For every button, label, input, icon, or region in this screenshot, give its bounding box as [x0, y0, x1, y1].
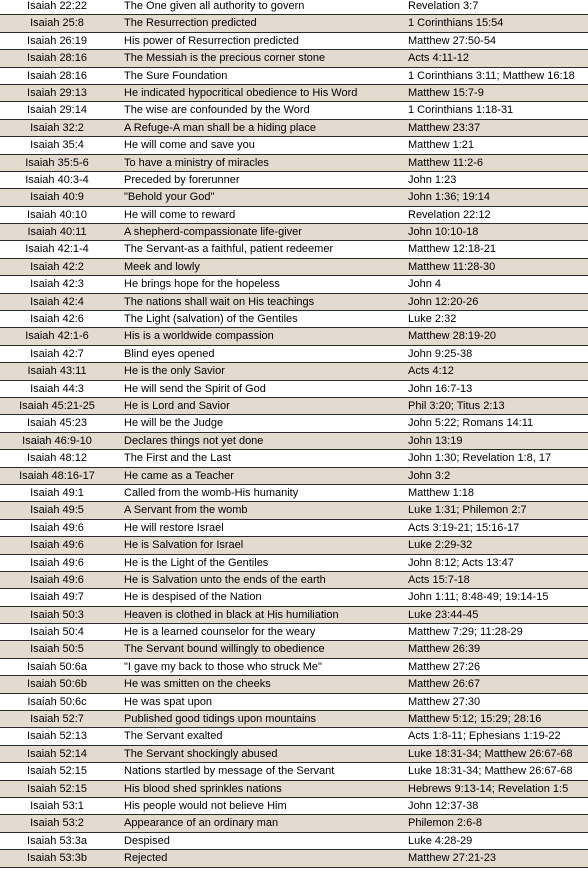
scripture-reference-cell: Isaiah 42:4: [30, 295, 84, 308]
scripture-reference-cell: Isaiah 32:2: [30, 121, 84, 134]
scripture-reference-cell: Isaiah 50:6a: [27, 660, 87, 673]
scripture-reference-cell: Isaiah 50:6b: [27, 678, 87, 691]
fulfillment-reference-cell: Matthew 28:19-20: [408, 330, 497, 343]
scripture-reference-cell: Isaiah 48:12: [27, 452, 87, 465]
prophecy-description-cell: The wise are confounded by the Word: [124, 104, 310, 117]
table-row: [0, 607, 588, 624]
table-row: [0, 241, 588, 258]
scripture-reference-cell: Isaiah 48:16-17: [19, 469, 95, 482]
prophecy-description-cell: The First and the Last: [124, 452, 231, 465]
prophecy-description-cell: Appearance of an ordinary man: [124, 817, 279, 830]
scripture-reference-cell: Isaiah 50:5: [30, 643, 84, 656]
table-row: [0, 346, 588, 363]
table-row: [0, 676, 588, 693]
scripture-reference-cell: Isaiah 40:11: [27, 226, 87, 239]
fulfillment-reference-cell: Matthew 23:37: [408, 121, 481, 134]
table-row: [0, 311, 588, 328]
prophecy-description-cell: The nations shall wait on His teachings: [124, 295, 315, 308]
table-row: [0, 520, 588, 537]
fulfillment-reference-cell: Acts 15:7-18: [408, 573, 470, 586]
prophecy-description-cell: He is the Light of the Gentiles: [124, 556, 269, 569]
table-row: [0, 746, 588, 763]
table-row: [0, 381, 588, 398]
table-row: [0, 468, 588, 485]
prophecy-description-cell: His power of Resurrection predicted: [124, 34, 299, 47]
fulfillment-reference-cell: John 3:2: [408, 469, 451, 482]
prophecy-description-cell: He indicated hypocritical obedience to His Word: [124, 86, 358, 99]
prophecy-description-cell: His blood shed sprinkles nations: [124, 782, 282, 795]
prophecy-description-cell: The Servant bound willingly to obedience: [124, 643, 325, 656]
scripture-reference-cell: Isaiah 42:1-6: [25, 330, 89, 343]
prophecy-description-cell: Declares things not yet done: [124, 434, 264, 447]
fulfillment-reference-cell: Matthew 11:2-6: [408, 156, 484, 169]
prophecy-description-cell: The Resurrection predicted: [124, 17, 257, 30]
table-row: [0, 711, 588, 728]
scripture-reference-cell: Isaiah 50:6c: [27, 695, 87, 708]
scripture-reference-cell: Isaiah 28:16: [27, 69, 87, 82]
fulfillment-reference-cell: Luke 1:31; Philemon 2:7: [408, 504, 527, 517]
prophecy-description-cell: A Servant from the womb: [124, 504, 248, 517]
fulfillment-reference-cell: John 12:37-38: [408, 799, 479, 812]
prophecy-description-cell: Called from the womb-His humanity: [124, 486, 299, 499]
fulfillment-reference-cell: John 1:23: [408, 173, 457, 186]
prophecy-description-cell: "I gave my back to those who struck Me": [124, 660, 322, 673]
scripture-reference-cell: Isaiah 45:23: [27, 417, 87, 430]
scripture-reference-cell: Isaiah 52:7: [30, 713, 84, 726]
fulfillment-reference-cell: Matthew 27:26: [408, 660, 481, 673]
scripture-reference-cell: Isaiah 53:3a: [27, 834, 87, 847]
prophecy-description-cell: He will come and save you: [124, 139, 255, 152]
table-row: [0, 815, 588, 832]
fulfillment-reference-cell: Revelation 22:12: [408, 208, 491, 221]
prophecy-description-cell: The Light (salvation) of the Gentiles: [124, 313, 298, 326]
prophecy-description-cell: He was spat upon: [124, 695, 213, 708]
fulfillment-reference-cell: Matthew 26:39: [408, 643, 481, 656]
scripture-reference-cell: Isaiah 53:1: [30, 799, 84, 812]
fulfillment-reference-cell: 1 Corinthians 15:54: [408, 17, 504, 30]
fulfillment-reference-cell: John 8:12; Acts 13:47: [408, 556, 514, 569]
scripture-reference-cell: Isaiah 50:3: [30, 608, 84, 621]
scripture-reference-cell: Isaiah 49:6: [30, 556, 84, 569]
table-row: [0, 120, 588, 137]
table-row: [0, 189, 588, 206]
prophecy-description-cell: The One given all authority to govern: [124, 0, 305, 12]
fulfillment-reference-cell: Acts 4:11-12: [408, 52, 469, 65]
table-row: [0, 850, 588, 867]
fulfillment-reference-cell: John 12:20-26: [408, 295, 479, 308]
prophecy-description-cell: Despised: [124, 834, 170, 847]
table-row: [0, 102, 588, 119]
fulfillment-reference-cell: John 13:19: [408, 434, 463, 447]
fulfillment-reference-cell: Matthew 7:29; 11:28-29: [408, 626, 523, 639]
table-row: [0, 137, 588, 154]
scripture-reference-cell: Isaiah 35:4: [30, 139, 84, 152]
fulfillment-reference-cell: John 10:10-18: [408, 226, 479, 239]
fulfillment-reference-cell: Matthew 1:18: [408, 486, 475, 499]
fulfillment-reference-cell: Matthew 27:50-54: [408, 34, 497, 47]
table-row: [0, 555, 588, 572]
table-row: [0, 659, 588, 676]
scripture-reference-cell: Isaiah 29:14: [27, 104, 87, 117]
scripture-reference-cell: Isaiah 52:15: [27, 782, 87, 795]
fulfillment-reference-cell: Luke 4:28-29: [408, 834, 473, 847]
scripture-reference-cell: Isaiah 35:5-6: [25, 156, 89, 169]
fulfillment-reference-cell: John 1:30; Revelation 1:8, 17: [408, 452, 552, 465]
scripture-reference-cell: Isaiah 28:16: [27, 52, 87, 65]
fulfillment-reference-cell: Matthew 1:21: [408, 139, 475, 152]
scripture-reference-cell: Isaiah 52:13: [27, 730, 87, 743]
table-row: [0, 85, 588, 102]
scripture-reference-cell: Isaiah 40:3-4: [25, 173, 89, 186]
scripture-reference-cell: Isaiah 49:5: [30, 504, 84, 517]
table-row: [0, 15, 588, 32]
scripture-reference-cell: Isaiah 49:1: [30, 486, 84, 499]
prophecy-description-cell: The Sure Foundation: [124, 69, 228, 82]
table-row: [0, 589, 588, 606]
fulfillment-reference-cell: John 1:11; 8:48-49; 19:14-15: [408, 591, 549, 604]
scripture-reference-cell: Isaiah 29:13: [27, 86, 87, 99]
fulfillment-reference-cell: John 1:36; 19:14: [408, 191, 490, 204]
fulfillment-reference-cell: Acts 1:8-11; Ephesians 1:19-22: [408, 730, 561, 743]
fulfillment-reference-cell: 1 Corinthians 3:11; Matthew 16:18: [408, 69, 575, 82]
fulfillment-reference-cell: Luke 18:31-34; Matthew 26:67-68: [408, 747, 573, 760]
scripture-reference-cell: Isaiah 52:14: [27, 747, 87, 760]
table-row: [0, 572, 588, 589]
prophecy-description-cell: He is Lord and Savior: [124, 399, 230, 412]
prophecy-description-cell: He came as a Teacher: [124, 469, 234, 482]
table-row: [0, 485, 588, 502]
prophecy-description-cell: Preceded by forerunner: [124, 173, 240, 186]
table-row: [0, 398, 588, 415]
fulfillment-reference-cell: Matthew 26:67: [408, 678, 481, 691]
scripture-reference-cell: Isaiah 49:6: [30, 539, 84, 552]
table-row: [0, 537, 588, 554]
scripture-reference-cell: Isaiah 49:7: [30, 591, 84, 604]
fulfillment-reference-cell: Matthew 15:7-9: [408, 86, 484, 99]
table-row: [0, 641, 588, 658]
scripture-reference-cell: Isaiah 45:21-25: [19, 399, 95, 412]
scripture-reference-cell: Isaiah 40:9: [30, 191, 84, 204]
prophecy-description-cell: He is a learned counselor for the weary: [124, 626, 316, 639]
prophecy-description-cell: To have a ministry of miracles: [124, 156, 269, 169]
table-row: [0, 833, 588, 850]
scripture-reference-cell: Isaiah 50:4: [30, 626, 84, 639]
scripture-reference-cell: Isaiah 42:2: [30, 260, 84, 273]
fulfillment-reference-cell: Phil 3:20; Titus 2:13: [408, 399, 505, 412]
fulfillment-reference-cell: Matthew 27:21-23: [408, 852, 497, 865]
table-row: [0, 68, 588, 85]
fulfillment-reference-cell: Philemon 2:6-8: [408, 817, 482, 830]
scripture-reference-cell: Isaiah 43:11: [27, 365, 87, 378]
fulfillment-reference-cell: Matthew 5:12; 15:29; 28:16: [408, 713, 542, 726]
scripture-reference-cell: Isaiah 42:1-4: [25, 243, 89, 256]
fulfillment-reference-cell: Matthew 27:30: [408, 695, 481, 708]
table-row: [0, 763, 588, 780]
prophecy-description-cell: Blind eyes opened: [124, 347, 215, 360]
scripture-reference-cell: Isaiah 22:22: [27, 0, 87, 12]
scripture-reference-cell: Isaiah 40:10: [27, 208, 87, 221]
fulfillment-reference-cell: Acts 3:19-21; 15:16-17: [408, 521, 520, 534]
table-row: [0, 694, 588, 711]
prophecy-description-cell: Published good tidings upon mountains: [124, 713, 317, 726]
table-row: [0, 798, 588, 815]
prophecy-description-cell: The Servant shockingly abused: [124, 747, 278, 760]
prophecy-description-cell: He will be the Judge: [124, 417, 224, 430]
prophecy-description-cell: He is Salvation for Israel: [124, 539, 244, 552]
prophecy-description-cell: Meek and lowly: [124, 260, 200, 273]
fulfillment-reference-cell: John 16:7-13: [408, 382, 473, 395]
fulfillment-reference-cell: Matthew 12:18-21: [408, 243, 497, 256]
scripture-reference-cell: Isaiah 52:15: [27, 765, 87, 778]
table-row: [0, 33, 588, 50]
table-row: [0, 0, 588, 15]
table-row: [0, 294, 588, 311]
prophecy-description-cell: He brings hope for the hopeless: [124, 278, 280, 291]
table-row: [0, 50, 588, 67]
table-row: [0, 224, 588, 241]
fulfillment-reference-cell: John 9:25-38: [408, 347, 473, 360]
fulfillment-reference-cell: John 5:22; Romans 14:11: [408, 417, 534, 430]
prophecy-description-cell: Heaven is clothed in black at His humiliation: [124, 608, 339, 621]
fulfillment-reference-cell: Hebrews 9:13-14; Revelation 1:5: [408, 782, 569, 795]
scripture-reference-cell: Isaiah 53:2: [30, 817, 84, 830]
prophecy-description-cell: He will come to reward: [124, 208, 236, 221]
scripture-reference-cell: Isaiah 44:3: [30, 382, 84, 395]
scripture-reference-cell: Isaiah 42:6: [30, 313, 84, 326]
prophecy-description-cell: The Servant exalted: [124, 730, 223, 743]
table-row: [0, 502, 588, 519]
table-row: [0, 207, 588, 224]
prophecy-description-cell: He is the only Savior: [124, 365, 225, 378]
scripture-reference-cell: Isaiah 53:3b: [27, 852, 87, 865]
fulfillment-reference-cell: Acts 4:12: [408, 365, 454, 378]
table-row: [0, 328, 588, 345]
prophecy-description-cell: The Servant-as a faithful, patient redeemer: [124, 243, 334, 256]
fulfillment-reference-cell: Luke 2:29-32: [408, 539, 473, 552]
fulfillment-reference-cell: Revelation 3:7: [408, 0, 479, 12]
table-row: [0, 781, 588, 798]
prophecy-description-cell: A shepherd-compassionate life-giver: [124, 226, 302, 239]
table-row: [0, 415, 588, 432]
prophecy-description-cell: "Behold your God": [124, 191, 215, 204]
scripture-reference-cell: Isaiah 42:7: [30, 347, 84, 360]
prophecy-description-cell: He will send the Spirit of God: [124, 382, 266, 395]
fulfillment-reference-cell: 1 Corinthians 1:18-31: [408, 104, 514, 117]
prophecy-description-cell: His is a worldwide compassion: [124, 330, 274, 343]
scripture-reference-cell: Isaiah 46:9-10: [22, 434, 92, 447]
prophecy-description-cell: The Messiah is the precious corner stone: [124, 52, 326, 65]
table-row: [0, 172, 588, 189]
scripture-reference-cell: Isaiah 25:8: [30, 17, 84, 30]
table-row: [0, 363, 588, 380]
fulfillment-reference-cell: Luke 18:31-34; Matthew 26:67-68: [408, 765, 573, 778]
fulfillment-reference-cell: John 4: [408, 278, 442, 291]
table-row: [0, 433, 588, 450]
table-row: [0, 276, 588, 293]
prophecy-description-cell: His people would not believe Him: [124, 799, 287, 812]
scripture-reference-cell: Isaiah 49:6: [30, 573, 84, 586]
scripture-reference-cell: Isaiah 26:19: [27, 34, 87, 47]
table-row: [0, 450, 588, 467]
fulfillment-reference-cell: Luke 23:44-45: [408, 608, 479, 621]
table-row: [0, 728, 588, 745]
prophecy-description-cell: He is Salvation unto the ends of the earth: [124, 573, 326, 586]
prophecy-description-cell: He will restore Israel: [124, 521, 224, 534]
table-row: [0, 155, 588, 172]
table-row: [0, 624, 588, 641]
prophecy-description-cell: He is despised of the Nation: [124, 591, 262, 604]
prophecy-description-cell: Rejected: [124, 852, 168, 865]
prophecy-description-cell: He was smitten on the cheeks: [124, 678, 271, 691]
scripture-reference-cell: Isaiah 49:6: [30, 521, 84, 534]
scripture-reference-cell: Isaiah 42:3: [30, 278, 84, 291]
table-row: [0, 259, 588, 276]
fulfillment-reference-cell: Luke 2:32: [408, 313, 457, 326]
prophecy-description-cell: Nations startled by message of the Servant: [124, 765, 335, 778]
fulfillment-reference-cell: Matthew 11:28-30: [408, 260, 496, 273]
prophecy-description-cell: A Refuge-A man shall be a hiding place: [124, 121, 317, 134]
